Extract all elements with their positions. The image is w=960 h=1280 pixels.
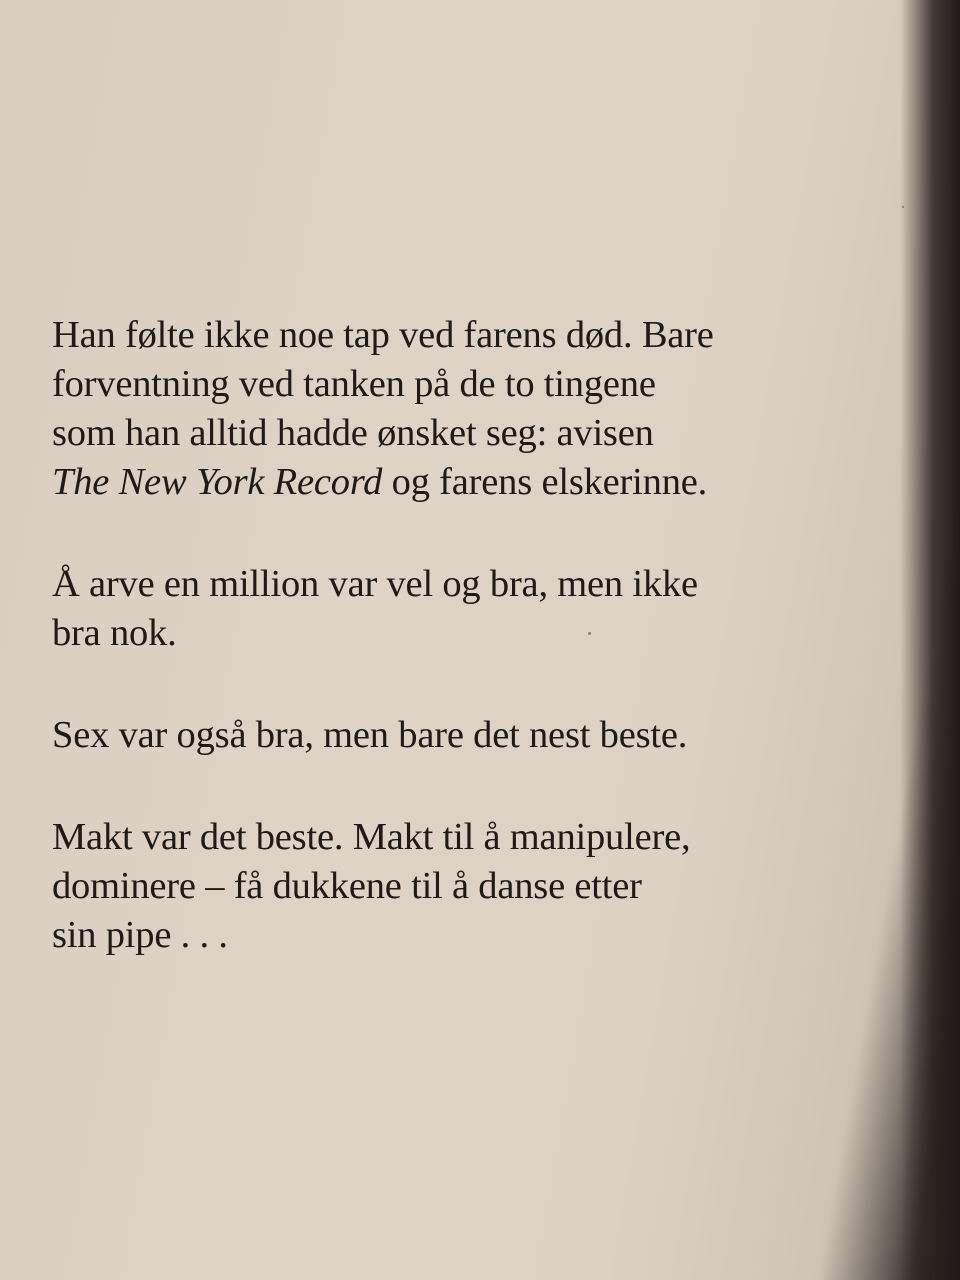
paragraph-2 — [52, 560, 892, 658]
text-line: som han alltid hadde ønsket seg: avisen — [52, 412, 654, 454]
text-line: Han følte ikke noe tap ved farens død. Bare — [52, 314, 714, 356]
text-line: Sex var også bra, men bare det nest beste. — [52, 714, 688, 756]
text-line-rest: og farens elskerinne. — [382, 461, 708, 503]
page-edge-shadow — [900, 0, 960, 1280]
paragraph-4 — [52, 813, 892, 960]
text-line: Å arve en million var vel og bra, men ikke — [52, 563, 698, 605]
text-line: bra nok. — [52, 612, 177, 654]
paper-speck — [588, 632, 591, 635]
paragraph-3 — [52, 711, 892, 760]
text-line: Makt var det beste. Makt til å manipulere, — [52, 816, 691, 858]
text-line: dominere – få dukkene til å danse etter — [52, 865, 642, 907]
newspaper-title: The New York Record — [52, 461, 383, 503]
text-line: sin pipe . . . — [52, 914, 228, 956]
text-line — [52, 458, 892, 507]
paragraph-1 — [52, 311, 892, 507]
text-line: forventning ved tanken på de to tingene — [52, 363, 656, 405]
back-cover-text — [52, 311, 892, 1013]
